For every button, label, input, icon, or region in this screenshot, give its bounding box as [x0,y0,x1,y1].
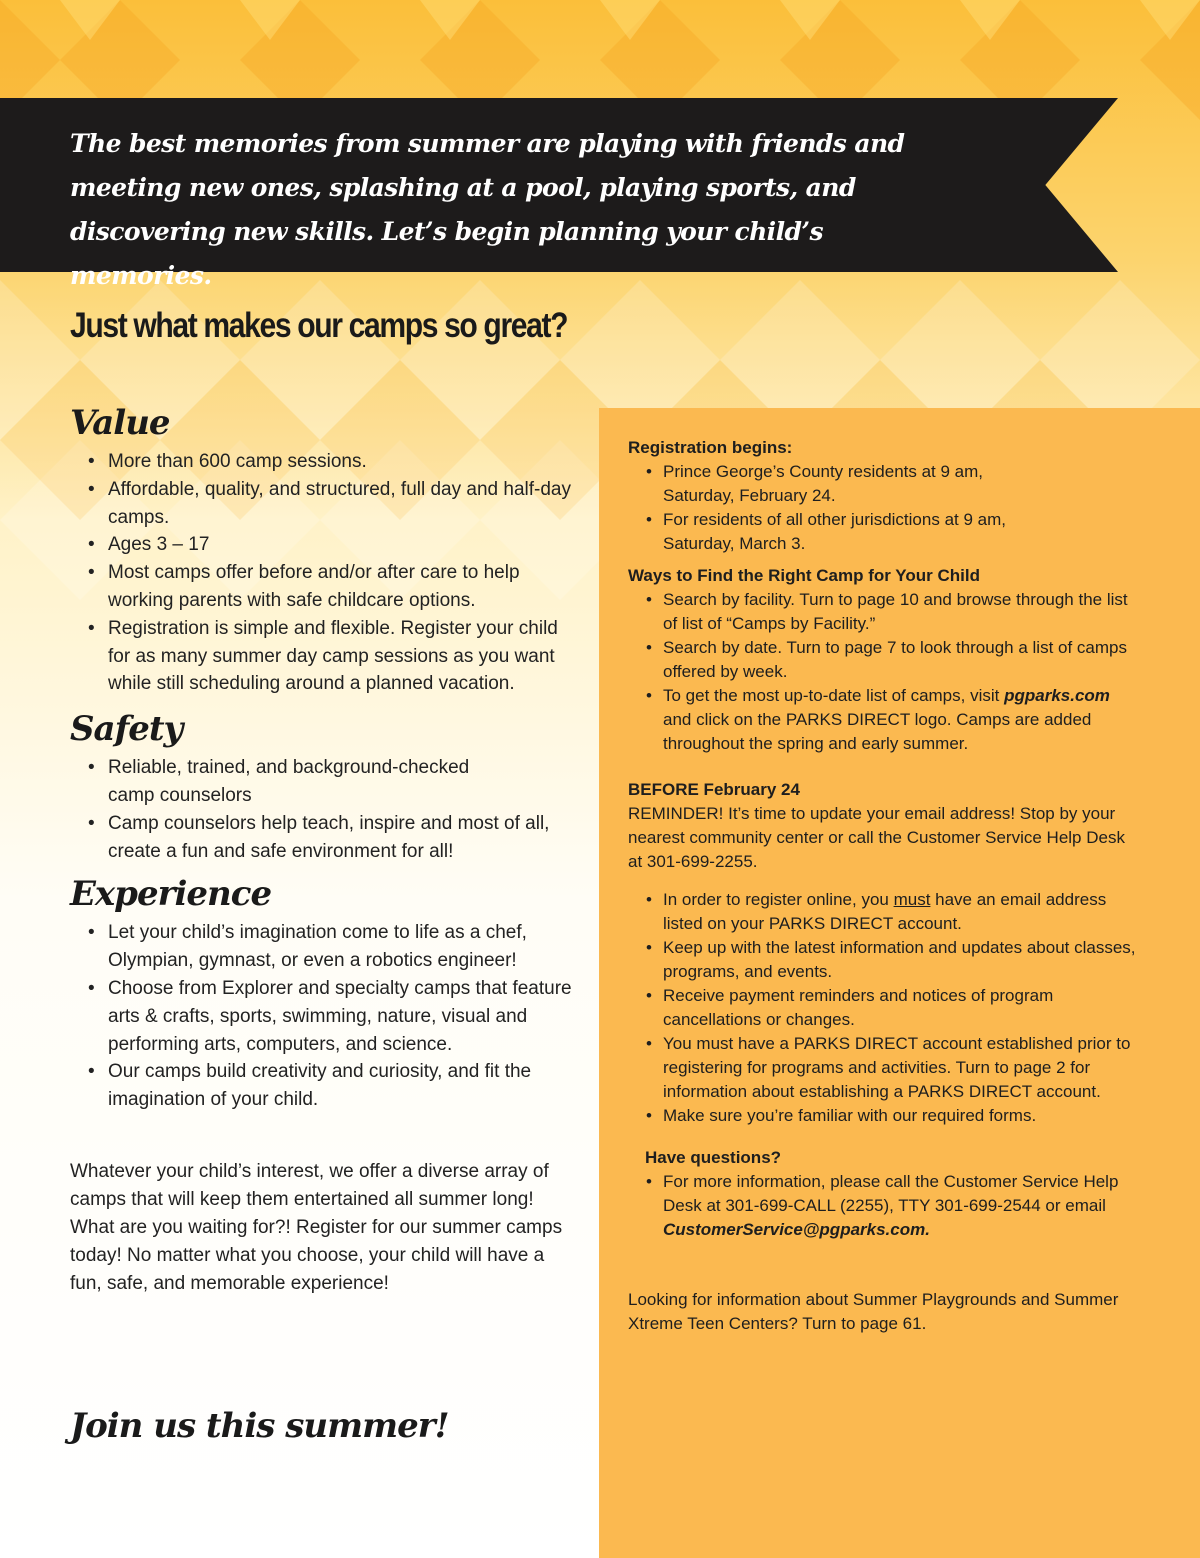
page-title: Just what makes our camps so great? [70,306,568,345]
questions-heading: Have questions? [645,1148,782,1167]
text-segment: For more information, please call the Customer Service Help Desk at 301-699-CALL (2255), TTY 301-699-2544 or email [663,1172,1119,1215]
list-item: • Prince George’s County residents at 9 am, Saturday, February 24. [646,460,1003,508]
registration-heading: Registration begins: [628,438,793,457]
list-item [646,888,1138,936]
footer-note: Looking for information about Summer Playgrounds and Summer Xtreme Teen Centers? Turn to page 61. [628,1290,1119,1333]
text-segment: To get the most up-to-date list of camps, visit [663,686,1005,705]
text-segment: and click on the PARKS DIRECT logo. Camps are added throughout the spring and early summer. [663,710,1092,753]
list-item: • For residents of all other jurisdictions at 9 am, Saturday, March 3. [646,508,1063,556]
list-item [646,1170,1138,1242]
safety-heading: Safety [70,709,183,750]
list-item: • Ages 3 – 17 [88,531,580,559]
list-item: • Most camps offer before and/or after care to help working parents with safe childcare options. [88,559,580,615]
text-segment: In order to register online, you [663,890,894,909]
emphasis-text: must [893,890,931,909]
before-list [628,888,1138,1128]
ways-list [628,588,1138,756]
safety-list [70,754,580,865]
list-item: • Affordable, quality, and structured, full day and half-day camps. [88,476,580,532]
list-item: • Registration is simple and flexible. Register your child for as many summer day camp sessions as you want while still scheduling around a planned vacation. [88,615,580,698]
ways-heading: Ways to Find the Right Camp for Your Child [628,566,980,585]
list-item: • Receive payment reminders and notices of program cancellations or changes. [646,984,1138,1032]
questions-list [628,1170,1138,1242]
list-item: • Reliable, trained, and background-checked camp counselors [88,754,488,810]
value-list [70,448,580,698]
list-item: • You must have a PARKS DIRECT account established prior to registering for programs and activities. Turn to page 2 for information about establishing a PARKS DIRECT account. [646,1032,1138,1104]
before-heading: BEFORE February 24 [628,780,800,799]
list-item: • Camp counselors help teach, inspire and most of all, create a fun and safe environment for all! [88,810,580,866]
list-item: • Search by date. Turn to page 7 to look through a list of camps offered by week. [646,636,1138,684]
list-item: • Make sure you’re familiar with our required forms. [646,1104,1138,1128]
closing-paragraph: Whatever your child’s interest, we offer a diverse array of camps that will keep them entertained all summer long! What are you waiting for?! Register for our summer camps today! No matter what you choose, your child will have a fun, safe, and memorable experience! [70,1160,563,1294]
left-column [70,398,580,1298]
list-item: • Search by facility. Turn to page 10 and browse through the list of list of “Camps by Facility.” [646,588,1138,636]
reminder-text: REMINDER! It’s time to update your email address! Stop by your nearest community center or call the Customer Service Help Desk at 301-699-2255. [628,804,1125,871]
value-heading: Value [70,403,170,443]
list-item [646,684,1138,756]
list-item: • Let your child’s imagination come to life as a chef, Olympian, gymnast, or even a robotics engineer! [88,919,580,975]
list-item: • More than 600 camp sessions. [88,448,580,476]
list-item: • Keep up with the latest information and updates about classes, programs, and events. [646,936,1138,984]
list-item: • Choose from Explorer and specialty camps that feature arts & crafts, sports, swimming, nature, visual and performing arts, computers, and science. [88,975,580,1058]
banner-text: The best memories from summer are playing with friends and meeting new ones, splashing at a pool, playing sports, and discovering new skills. Let’s begin planning your child’s memories. [70,129,905,290]
join-us-tagline: Join us this summer! [70,1406,449,1446]
pgparks-link[interactable]: pgparks.com [1004,686,1110,705]
email-link[interactable]: CustomerService@pgparks.com. [663,1220,930,1239]
sidebar-content [628,436,1138,1336]
registration-list [628,460,1138,556]
experience-list [70,919,580,1114]
text-segment: have an email address listed on your PARKS DIRECT account. [663,890,1107,933]
experience-heading: Experience [70,874,272,915]
list-item: • Our camps build creativity and curiosity, and fit the imagination of your child. [88,1058,580,1114]
